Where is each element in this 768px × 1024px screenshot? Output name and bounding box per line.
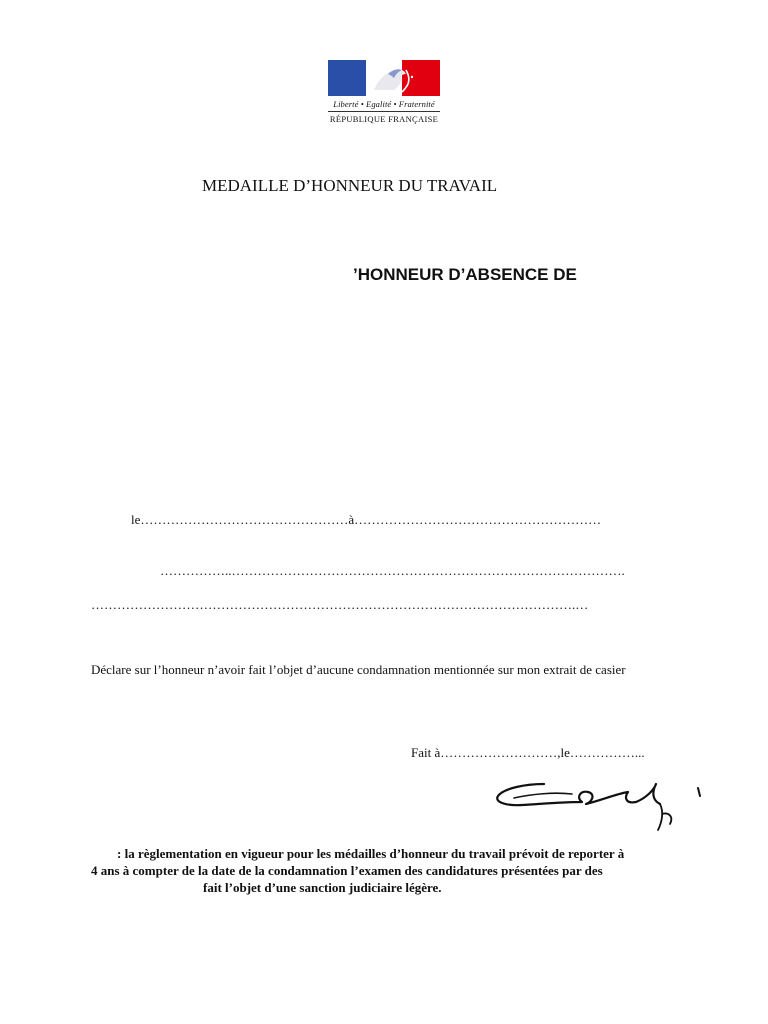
note-line-2: 4 ans à compter de la date de la condamnation l’examen des candidatures présentées par des [91,863,603,878]
declaration-text: Déclare sur l’honneur n’avoir fait l’objet d’aucune condamnation mentionnée sur mon extrait de casier [91,662,626,677]
place-date-field: Fait à………………………,le……………... [411,745,645,760]
note-line-3: fait l’objet d’une sanction judiciaire légère. [203,880,442,895]
birth-date-place-field: le…………………………………………à………………………………………………… [131,512,602,527]
form-field-line-2: ……………..………………………………………………………………………………. [160,563,625,578]
logo-divider [328,111,440,112]
marianne-logo-icon [328,60,440,96]
form-field-line-3: ………………………………………………………………………………………………….… [91,597,589,612]
document-subtitle: ’HONNEUR D’ABSENCE DE [353,265,577,284]
handwritten-signature-icon [492,774,707,836]
document-title: MEDAILLE D’HONNEUR DU TRAVAIL [202,176,498,195]
republique-francaise-logo [328,60,440,124]
republic-motto: Liberté • Egalité • Fraternité [333,99,435,109]
republic-name: RÉPUBLIQUE FRANÇAISE [329,114,439,124]
note-line-1: : la règlementation en vigueur pour les médailles d’honneur du travail prévoit de reporter à [117,846,625,861]
